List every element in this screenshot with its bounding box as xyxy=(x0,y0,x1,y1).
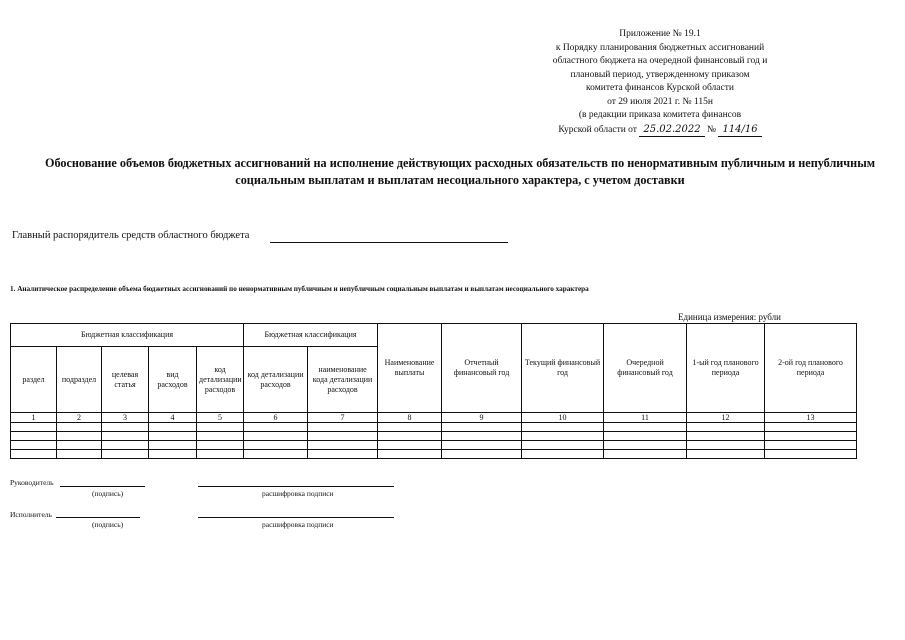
table-cell[interactable] xyxy=(57,423,102,432)
table-cell[interactable] xyxy=(378,423,442,432)
table-cell[interactable] xyxy=(522,450,604,459)
column-number: 6 xyxy=(244,413,308,423)
table-cell[interactable] xyxy=(442,423,522,432)
table-cell[interactable] xyxy=(442,432,522,441)
column-number: 12 xyxy=(687,413,765,423)
col-header-next-year: Очередной финансовый год xyxy=(604,324,687,413)
table-cell[interactable] xyxy=(604,432,687,441)
table-cell[interactable] xyxy=(102,432,149,441)
table-cell[interactable] xyxy=(765,432,857,441)
appendix-block xyxy=(520,28,800,137)
col-header-plan-year-1: 1-ый год планового периода xyxy=(687,324,765,413)
table-row xyxy=(11,441,857,450)
column-number: 8 xyxy=(378,413,442,423)
chief-administrator-label: Главный распорядитель средств областного бюджета xyxy=(12,230,250,241)
column-number: 3 xyxy=(102,413,149,423)
handwritten-date: 25.02.2022 xyxy=(639,123,704,138)
table-cell[interactable] xyxy=(765,450,857,459)
chief-administrator-field[interactable] xyxy=(270,242,508,243)
column-number: 4 xyxy=(149,413,197,423)
table-cell[interactable] xyxy=(57,432,102,441)
table-cell[interactable] xyxy=(149,450,197,459)
table-cell[interactable] xyxy=(687,423,765,432)
table-cell[interactable] xyxy=(765,441,857,450)
table-cell[interactable] xyxy=(244,423,308,432)
group-header-budget-classification-detail: Бюджетная классификация xyxy=(244,324,378,347)
table-cell[interactable] xyxy=(604,441,687,450)
allocation-table xyxy=(10,323,857,459)
col-header-detail-code: код детализации расходов xyxy=(197,347,244,413)
table-cell[interactable] xyxy=(604,423,687,432)
table-row xyxy=(11,432,857,441)
table-cell[interactable] xyxy=(308,441,378,450)
table-cell[interactable] xyxy=(378,441,442,450)
col-header-detail-code-name: наименование кода детализации расходов xyxy=(308,347,378,413)
head-decode-caption: расшифровка подписи xyxy=(262,489,334,498)
appendix-line: плановый период, утвержденному приказом xyxy=(570,69,750,80)
table-cell[interactable] xyxy=(244,450,308,459)
col-header-payment-name: Наименование выплаты xyxy=(378,324,442,413)
table-cell[interactable] xyxy=(11,441,57,450)
section-heading: 1. Аналитическое распределение объема бюджетных ассигнований по ненормативным публичным и непубличным социальным выплатам и выплатам несоциального характера xyxy=(10,285,589,293)
col-header-expense-type: вид расходов xyxy=(149,347,197,413)
table-cell[interactable] xyxy=(11,423,57,432)
column-number: 10 xyxy=(522,413,604,423)
table-row xyxy=(11,450,857,459)
table-cell[interactable] xyxy=(522,432,604,441)
col-header-target-article: целевая статья xyxy=(102,347,149,413)
table-cell[interactable] xyxy=(244,432,308,441)
head-sign-caption: (подпись) xyxy=(92,489,124,498)
head-decode-field[interactable] xyxy=(198,486,394,487)
col-header-detail-code-2: код детализации расходов xyxy=(244,347,308,413)
table-cell[interactable] xyxy=(149,423,197,432)
table-cell[interactable] xyxy=(442,441,522,450)
table-cell[interactable] xyxy=(244,441,308,450)
executor-decode-caption: расшифровка подписи xyxy=(262,520,334,529)
handwritten-number: 114/16 xyxy=(718,123,761,138)
table-cell[interactable] xyxy=(308,450,378,459)
table-cell[interactable] xyxy=(102,450,149,459)
table-cell[interactable] xyxy=(11,432,57,441)
units-label: Единица измерения: рубли xyxy=(678,312,781,322)
table-cell[interactable] xyxy=(149,441,197,450)
table-cell[interactable] xyxy=(378,450,442,459)
column-number: 2 xyxy=(57,413,102,423)
table-cell[interactable] xyxy=(522,423,604,432)
table-cell[interactable] xyxy=(687,432,765,441)
head-label: Руководитель xyxy=(10,478,54,487)
table-cell[interactable] xyxy=(149,432,197,441)
column-number: 11 xyxy=(604,413,687,423)
appendix-line: Приложение № 19.1 xyxy=(619,29,701,39)
number-sign: № xyxy=(706,124,717,135)
appendix-last-line xyxy=(520,123,800,138)
table-row xyxy=(11,423,857,432)
column-number: 5 xyxy=(197,413,244,423)
column-number: 13 xyxy=(765,413,857,423)
table-cell[interactable] xyxy=(11,450,57,459)
group-header-budget-classification: Бюджетная классификация xyxy=(11,324,244,347)
appendix-last-prefix: Курской области от xyxy=(558,124,637,135)
table-cell[interactable] xyxy=(687,450,765,459)
appendix-line: от 29 июля 2021 г. № 115н xyxy=(607,96,713,107)
col-header-report-year: Отчетный финансовый год xyxy=(442,324,522,413)
col-header-current-year: Текущий финансовый год xyxy=(522,324,604,413)
table-cell[interactable] xyxy=(687,441,765,450)
table-cell[interactable] xyxy=(197,450,244,459)
table-cell[interactable] xyxy=(765,423,857,432)
appendix-line: к Порядку планирования бюджетных ассигнований xyxy=(555,42,765,53)
appendix-line: областного бюджета на очередной финансовый год и xyxy=(552,56,768,66)
table-cell[interactable] xyxy=(197,432,244,441)
column-number: 7 xyxy=(308,413,378,423)
appendix-line: комитета финансов Курской области xyxy=(586,83,734,93)
table-cell[interactable] xyxy=(308,423,378,432)
executor-sign-caption: (подпись) xyxy=(92,520,124,529)
table-cell[interactable] xyxy=(57,441,102,450)
executor-label: Исполнитель xyxy=(10,510,52,519)
executor-decode-field[interactable] xyxy=(198,517,394,518)
executor-signature-field[interactable] xyxy=(56,517,140,518)
head-signature-field[interactable] xyxy=(60,486,145,487)
column-number: 9 xyxy=(442,413,522,423)
table-cell[interactable] xyxy=(102,441,149,450)
table-cell[interactable] xyxy=(197,423,244,432)
col-header-section: раздел xyxy=(11,347,57,413)
appendix-line: (в редакции приказа комитета финансов xyxy=(578,110,742,120)
table-cell[interactable] xyxy=(442,450,522,459)
col-header-subsection: подраздел xyxy=(57,347,102,413)
table-cell[interactable] xyxy=(604,450,687,459)
table-cell[interactable] xyxy=(378,432,442,441)
table-cell[interactable] xyxy=(102,423,149,432)
table-cell[interactable] xyxy=(57,450,102,459)
table-cell[interactable] xyxy=(522,441,604,450)
table-cell[interactable] xyxy=(308,432,378,441)
column-number: 1 xyxy=(11,413,57,423)
document-title: Обоснование объемов бюджетных ассигнований на исполнение действующих расходных обязательств по ненормативным публичным и непубличным социальным выплатам и выплатам несоциального характера, с учетом доставки xyxy=(44,156,876,187)
table-cell[interactable] xyxy=(197,441,244,450)
col-header-plan-year-2: 2-ой год планового периода xyxy=(765,324,857,413)
